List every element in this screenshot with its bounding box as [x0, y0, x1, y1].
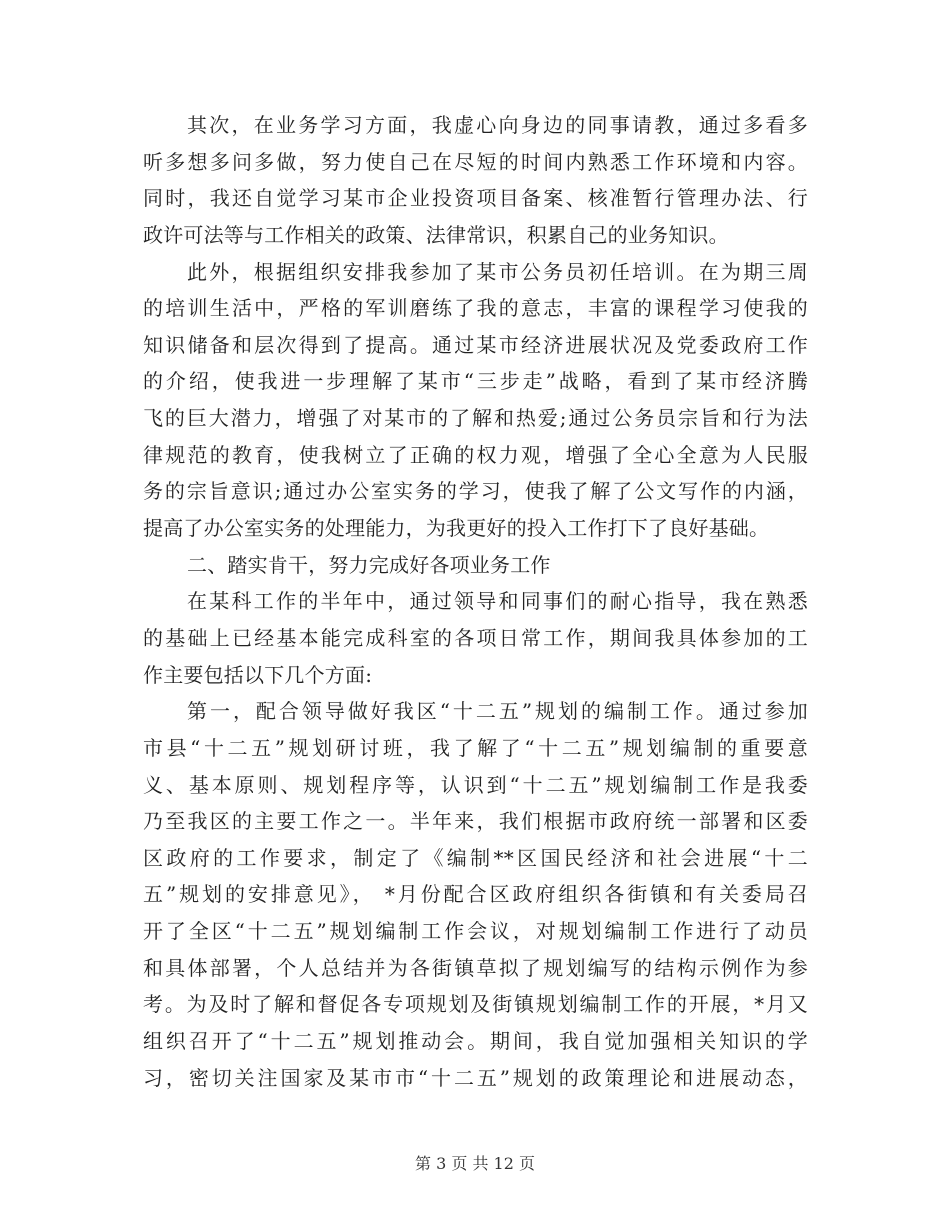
text-line: 飞的巨大潜力，增强了对某市的了解和热爱;通过公务员宗旨和行为法 [143, 406, 808, 431]
text-line: 义、基本原则、规划程序等，认识到“十二五”规划编制工作是我委 [143, 772, 808, 797]
text-line: 在某科工作的半年中，通过领导和同事们的耐心指导，我在熟悉 [187, 589, 808, 614]
text-line: 乃至我区的主要工作之一。半年来，我们根据市政府统一部署和区委 [143, 809, 808, 834]
text-line: 务的宗旨意识;通过办公室实务的学习，使我了解了公文写作的内涵， [143, 479, 808, 504]
text-line: 开了全区“十二五”规划编制工作会议，对规划编制工作进行了动员 [143, 919, 808, 944]
text-line: 的培训生活中，严格的军训磨练了我的意志，丰富的课程学习使我的 [143, 296, 808, 321]
text-line: 习，密切关注国家及某市市“十二五”规划的政策理论和进展动态， [143, 1065, 808, 1090]
text-line: 作主要包括以下几个方面: [143, 662, 373, 687]
text-line: 市县“十二五”规划研讨班，我了解了“十二五”规划编制的重要意 [143, 735, 808, 760]
body-text [143, 107, 808, 1096]
page-number-footer: 第 3 页 共 12 页 [415, 1154, 535, 1173]
text-line: 的基础上已经基本能完成科室的各项日常工作，期间我具体参加的工 [143, 625, 808, 650]
text-line: 五”规划的安排意见》， *月份配合区政府组织各街镇和有关委局召 [143, 882, 808, 907]
text-line: 考。为及时了解和督促各专项规划及街镇规划编制工作的开展，*月又 [143, 992, 808, 1017]
text-line: 第一，配合领导做好我区“十二五”规划的编制工作。通过参加 [187, 699, 808, 724]
text-line: 的介绍，使我进一步理解了某市“三步走”战略，看到了某市经济腾 [143, 369, 808, 394]
text-line: 律规范的教育，使我树立了正确的权力观，增强了全心全意为人民服 [143, 442, 808, 467]
section-heading: 二、踏实肯干，努力完成好各项业务工作 [187, 552, 551, 577]
text-line: 提高了办公室实务的处理能力，为我更好的投入工作打下了良好基础。 [143, 516, 770, 541]
text-line: 此外，根据组织安排我参加了某市公务员初任培训。在为期三周 [187, 259, 808, 284]
text-line: 组织召开了“十二五”规划推动会。期间，我自觉加强相关知识的学 [143, 1029, 808, 1054]
text-line: 区政府的工作要求，制定了《编制**区国民经济和社会进展“十二 [143, 845, 808, 870]
text-line: 听多想多问多做，努力使自己在尽短的时间内熟悉工作环境和内容。 [143, 149, 808, 174]
text-line: 同时，我还自觉学习某市企业投资项目备案、核准暂行管理办法、行 [143, 186, 808, 211]
text-line: 政许可法等与工作相关的政策、法律常识，积累自己的业务知识。 [143, 222, 729, 247]
text-line: 知识储备和层次得到了提高。通过某市经济进展状况及党委政府工作 [143, 332, 808, 357]
text-line: 其次，在业务学习方面，我虚心向身边的同事请教，通过多看多 [187, 113, 808, 137]
text-line: 和具体部署，个人总结并为各街镇草拟了规划编写的结构示例作为参 [143, 955, 808, 980]
